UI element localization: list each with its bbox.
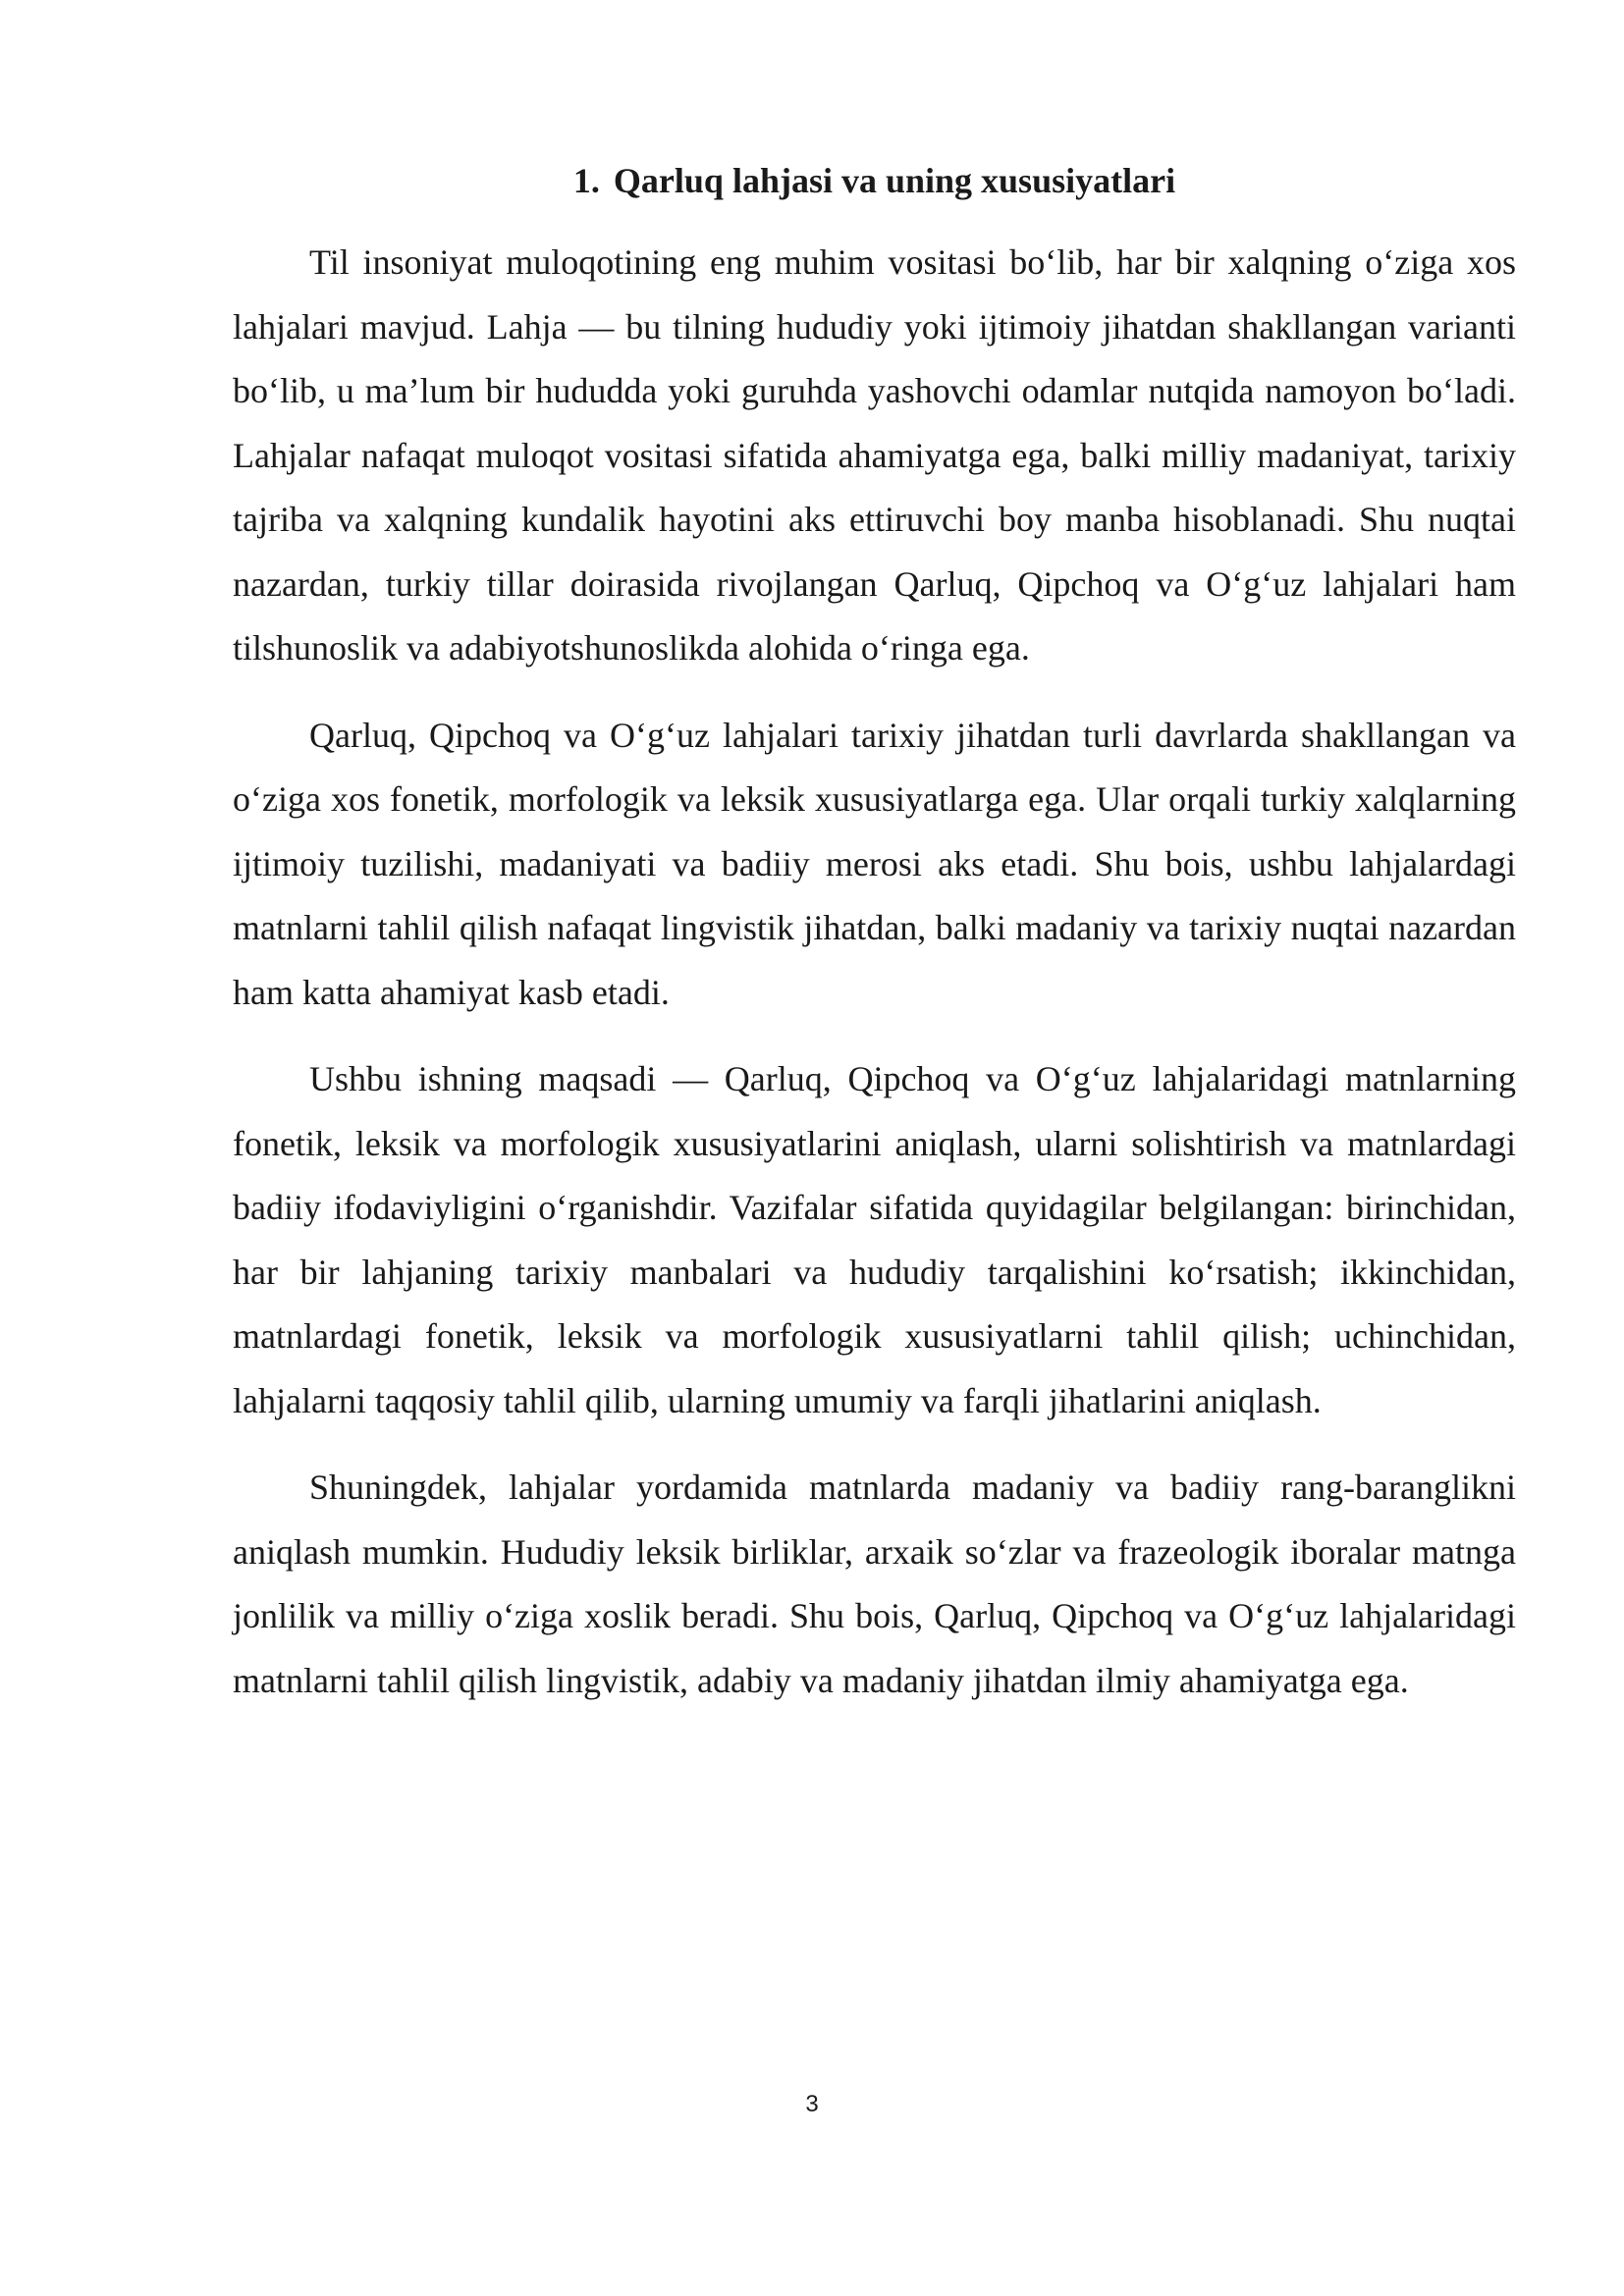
section-heading: [233, 149, 1516, 212]
section-title: Qarluq lahjasi va uning xususiyatlari: [613, 161, 1176, 200]
paragraph-3: Ushbu ishning maqsadi — Qarluq, Qipchoq va O‘g‘uz lahjalaridagi matnlarning fonetik, leksik va morfologik xususiyatlarini aniqlash, ularni solishtirish va matnlardagi badiiy ifodaviyligini o‘rganishdir. Vazifalar sifatida quyidagilar belgilangan: birinchidan, har bir lahjaning tarixiy manbalari va hududiy tarqalishini ko‘rsatish; ikkinchidan, matnlardagi fonetik, leksik va morfologik xususiyatlarni tahlil qilish; uchinchidan, lahjalarni taqqosiy tahlil qilib, ularning umumiy va farqli jihatlarini aniqlash.: [233, 1059, 1516, 1420]
page-content: [233, 149, 1516, 1735]
paragraph-4: Shuningdek, lahjalar yordamida matnlarda madaniy va badiiy rang-baranglikni aniqlash mumkin. Hududiy leksik birliklar, arxaik so‘zlar va frazeologik iboralar matnga jonlilik va milliy o‘ziga xoslik beradi. Shu bois, Qarluq, Qipchoq va O‘g‘uz lahjalaridagi matnlarni tahlil qilish lingvistik, adabiy va madaniy jihatdan ilmiy ahamiyatga ega.: [233, 1468, 1516, 1700]
page-number: 3: [805, 2091, 819, 2117]
paragraph-1: Til insoniyat muloqotining eng muhim vositasi bo‘lib, har bir xalqning o‘ziga xos lahjalari mavjud. Lahja — bu tilning hududiy yoki ijtimoiy jihatdan shakllangan varianti bo‘lib, u ma’lum bir hududda yoki guruhda yashovchi odamlar nutqida namoyon bo‘ladi. Lahjalar nafaqat muloqot vositasi sifatida ahamiyatga ega, balki milliy madaniyat, tarixiy tajriba va xalqning kundalik hayotini aks ettiruvchi boy manba hisoblanadi. Shu nuqtai nazardan, turkiy tillar doirasida rivojlangan Qarluq, Qipchoq va O‘g‘uz lahjalari ham tilshunoslik va adabiyotshunoslikda alohida o‘ringa ega.: [233, 242, 1516, 667]
section-number: 1.: [572, 161, 600, 200]
paragraph-2: Qarluq, Qipchoq va O‘g‘uz lahjalari tarixiy jihatdan turli davrlarda shakllangan va o‘ziga xos fonetik, morfologik va leksik xususiyatlarga ega. Ular orqali turkiy xalqlarning ijtimoiy tuzilishi, madaniyati va badiiy merosi aks etadi. Shu bois, ushbu lahjalardagi matnlarni tahlil qilish nafaqat lingvistik jihatdan, balki madaniy va tarixiy nuqtai nazardan ham katta ahamiyat kasb etadi.: [233, 715, 1516, 1012]
